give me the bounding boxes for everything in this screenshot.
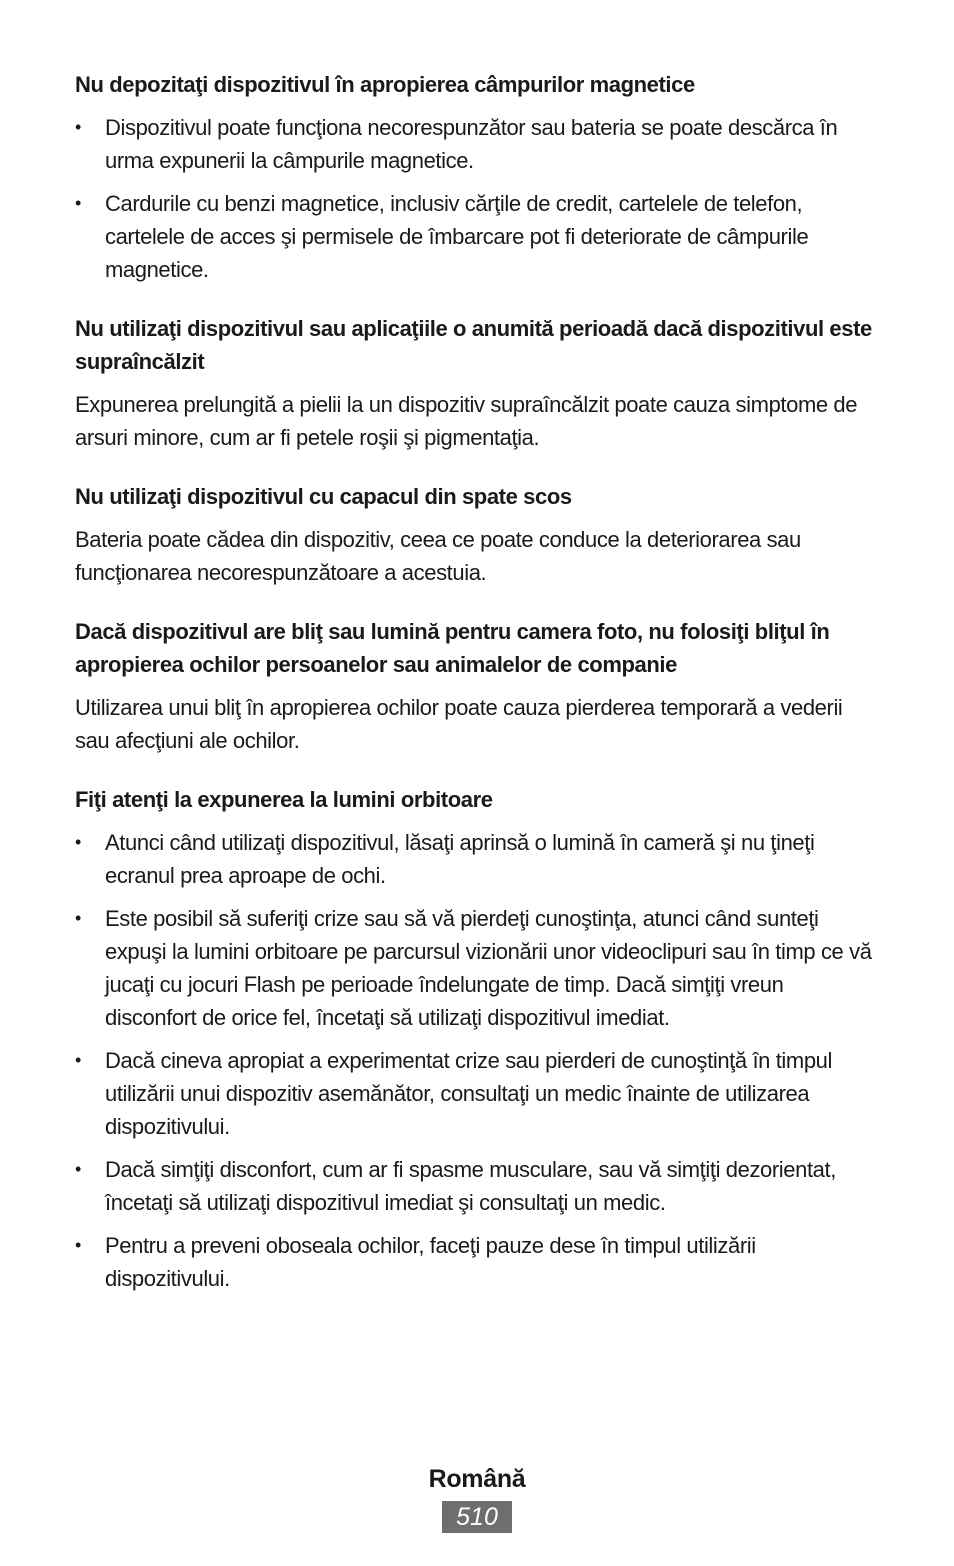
page-number-badge: 510	[442, 1501, 512, 1533]
bullet-icon: •	[75, 1159, 81, 1179]
section-overheated	[75, 312, 875, 454]
bullet-icon: •	[75, 832, 81, 852]
document-body	[75, 68, 875, 1295]
bullet-icon: •	[75, 1050, 81, 1070]
bullet-icon: •	[75, 908, 81, 928]
bullet-list	[75, 111, 875, 286]
bullet-icon: •	[75, 1235, 81, 1255]
bullet-icon: •	[75, 117, 81, 137]
section-back-cover	[75, 480, 875, 589]
list-item: • Dispozitivul poate funcţiona necorespunzător sau bateria se poate descărca în urma expunerii la câmpurile magnetice.	[75, 111, 875, 177]
bullet-list	[75, 826, 875, 1295]
section-text: Utilizarea unui bliţ în apropierea ochilor poate cauza pierderea temporară a vederii sau afecţiuni ale ochilor.	[75, 695, 843, 753]
bullet-icon: •	[75, 193, 81, 213]
section-heading: Nu utilizaţi dispozitivul cu capacul din spate scos	[75, 484, 572, 509]
section-magnetic-fields	[75, 68, 875, 286]
language-label: Română	[428, 1465, 526, 1493]
list-item: • Pentru a preveni oboseala ochilor, faceţi pauze dese în timpul utilizării dispozitivului.	[75, 1229, 875, 1295]
section-heading: Nu utilizaţi dispozitivul sau aplicaţiile o anumită perioadă dacă dispozitivul este supraîncălzit	[75, 316, 872, 374]
section-text: Expunerea prelungită a pielii la un dispozitiv supraîncălzit poate cauza simptome de arsuri minore, cum ar fi petele roşii şi pigmentaţia.	[75, 392, 858, 450]
section-heading: Dacă dispozitivul are bliţ sau lumină pentru camera foto, nu folosiţi bliţul în apropierea ochilor persoanelor sau animalelor de companie	[75, 619, 830, 677]
list-item: • Atunci când utilizaţi dispozitivul, lăsaţi aprinsă o lumină în cameră şi nu ţineţi ecranul prea aproape de ochi.	[75, 826, 875, 892]
section-text: Bateria poate cădea din dispozitiv, ceea ce poate conduce la deteriorarea sau funcţionarea necorespunzătoare a acestuia.	[75, 527, 801, 585]
section-heading: Fiţi atenţi la expunerea la lumini orbitoare	[75, 787, 493, 812]
list-item: • Dacă cineva apropiat a experimentat crize sau pierderi de cunoştinţă în timpul utilizării unui dispozitiv asemănător, consultaţi un medic înainte de utilizarea dispozitivului.	[75, 1044, 875, 1143]
page-footer	[0, 1462, 954, 1533]
list-item: • Este posibil să suferiţi crize sau să vă pierdeţi cunoştinţa, atunci când sunteţi expuşi la lumini orbitoare pe parcursul vizionării unor videoclipuri sau în timp ce vă jucaţi cu jocuri Flash pe perioade îndelungate de timp. Dacă simţiţi vreun disconfort de orice fel, încetaţi să utilizaţi dispozitivul imediat.	[75, 902, 875, 1034]
list-item: • Cardurile cu benzi magnetice, inclusiv cărţile de credit, cartelele de telefon, cartelele de acces şi permisele de îmbarcare pot fi deteriorate de câmpurile magnetice.	[75, 187, 875, 286]
list-item: • Dacă simţiţi disconfort, cum ar fi spasme musculare, sau vă simţiţi dezorientat, încetaţi să utilizaţi dispozitivul imediat şi consultaţi un medic.	[75, 1153, 875, 1219]
section-heading: Nu depozitaţi dispozitivul în apropierea câmpurilor magnetice	[75, 72, 695, 97]
section-flash	[75, 615, 875, 757]
section-flashing-lights	[75, 783, 875, 1295]
